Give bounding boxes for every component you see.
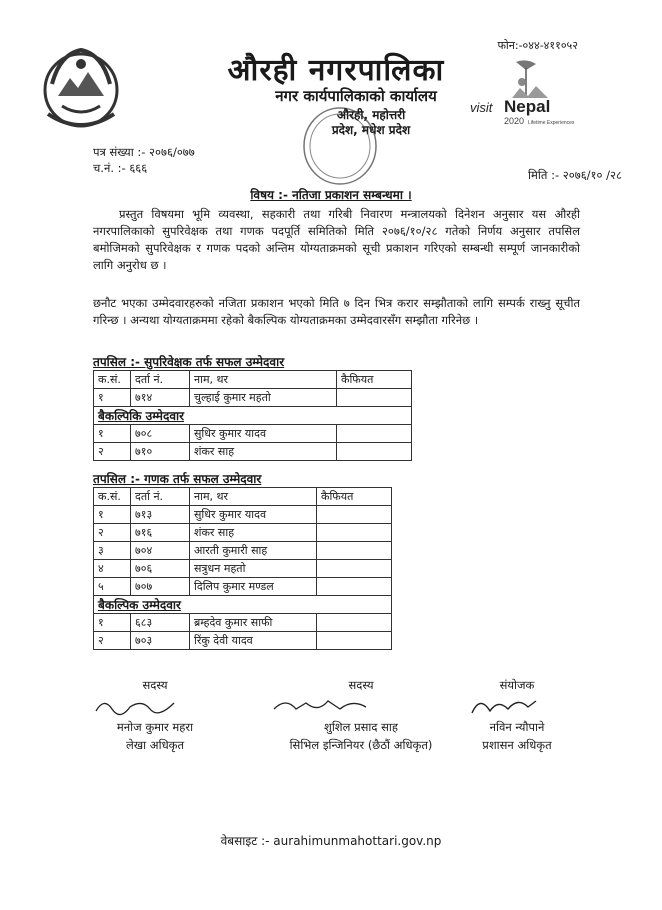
signatory-role: संयोजक <box>499 678 535 692</box>
supervisor-table <box>93 370 412 461</box>
website-footer <box>0 832 662 849</box>
supervisor-section-heading: तपसिल :- सुपरिवेक्षक तर्फ सफल उम्मेदवार <box>93 355 285 369</box>
table-cell <box>317 632 392 650</box>
table-cell <box>317 560 392 578</box>
table-cell: दिलिप कुमार मण्डल <box>190 578 317 596</box>
table-cell: १ <box>94 389 131 407</box>
visit-nepal-2020-logo <box>464 58 574 130</box>
table-row <box>94 524 392 542</box>
table-row <box>94 389 412 407</box>
dispatch-number: च.नं. :- ६६६ <box>93 161 148 175</box>
column-header: दर्ता नं. <box>131 371 190 389</box>
table-cell <box>317 506 392 524</box>
signatory-name: मनोज कुमार महरा <box>116 720 194 734</box>
enumerator-table <box>93 487 392 650</box>
subject-text: नतिजा प्रकाशन सम्बन्धमा । <box>292 188 412 202</box>
table-row <box>94 443 412 461</box>
table-cell: सुधिर कुमार यादव <box>190 425 337 443</box>
table-cell: ७०७ <box>131 578 190 596</box>
table-cell: २ <box>94 524 131 542</box>
table-cell: सुधिर कुमार यादव <box>190 506 317 524</box>
table-cell: चुल्हाई कुमार महतो <box>190 389 337 407</box>
table-cell: शंकर साह <box>190 524 317 542</box>
table-cell: ३ <box>94 542 131 560</box>
table-cell: ७०६ <box>131 560 190 578</box>
table-header-row <box>94 488 392 506</box>
signatory-designation: सिभिल इन्जिनियर (छैठौं अधिकृत) <box>289 738 433 752</box>
alternate-candidates-heading: बैकल्पिकि उम्मेदवार <box>94 407 412 425</box>
reference-block <box>93 144 195 176</box>
table-cell: ५ <box>94 578 131 596</box>
subject-prefix: विषय :- <box>250 188 293 202</box>
column-header: दर्ता नं. <box>131 488 190 506</box>
municipality-title: औरही नगरपालिका <box>227 53 445 88</box>
signatory-designation: प्रशासन अधिकृत <box>482 738 552 752</box>
body-paragraph-1: प्रस्तुत विषयमा भूमि व्यवस्था, सहकारी तथा गरिबी निवारण मन्त्रालयको दिनेशन अनुसार यस औरही नगरपालिकाको सुपरिवेक्षक तथा गणक पदपूर्ति समितिको मिति २०७६/१०/२८ गतेको निर्णय अनुसार तपसिल बमोजिमको सुपरिवेक्षक र गणक पदको अन्तिम योग्यताक्रमको सूची प्रकाशन गरिएको सम्बन्धी सम्पूर्ण जानकारीको लागि अनुरोध छ । <box>93 207 580 272</box>
table-row <box>94 614 392 632</box>
table-cell: ७०३ <box>131 632 190 650</box>
letter-number: पत्र संख्या :- २०७६/०७७ <box>93 145 195 159</box>
office-stamp <box>300 104 380 188</box>
signatory-name: शुशिल प्रसाद साह <box>324 720 398 734</box>
table-cell <box>337 443 412 461</box>
subject-line <box>0 186 662 203</box>
table-cell: ब्रम्हदेव कुमार साफी <box>190 614 317 632</box>
table-cell <box>317 578 392 596</box>
handwritten-signature <box>90 694 180 718</box>
tagline-text: Lifetime Experiences <box>528 120 574 126</box>
table-row <box>94 578 392 596</box>
column-header: कैफियत <box>337 371 412 389</box>
table-row <box>94 425 412 443</box>
website-label: वेबसाइट :- <box>220 834 274 848</box>
address-line-2: प्रदेश, मधेश प्रदेश <box>331 123 411 137</box>
column-header: नाम, थर <box>190 371 337 389</box>
table-cell: १ <box>94 614 131 632</box>
signatory-name: नविन न्यौपाने <box>489 720 545 734</box>
table-row <box>94 632 392 650</box>
nepal-text: Nepal <box>504 97 551 116</box>
handwritten-signature <box>462 694 542 718</box>
table-cell: ७१६ <box>131 524 190 542</box>
website-link[interactable]: aurahimunmahottari.gov.np <box>273 834 442 848</box>
table-cell: सत्रुधन महतो <box>190 560 317 578</box>
office-name: नगर कार्यपालिकाको कार्यालय <box>275 87 437 105</box>
alternate-candidates-heading: बैकल्पिक उम्मेदवार <box>94 596 392 614</box>
table-cell: १ <box>94 425 131 443</box>
table-cell <box>337 425 412 443</box>
signatory-designation: लेखा अधिकृत <box>125 738 185 752</box>
table-row <box>94 506 392 524</box>
column-header: क.सं. <box>94 488 131 506</box>
handwritten-signature <box>266 694 376 718</box>
table-cell: ६८३ <box>131 614 190 632</box>
table-row <box>94 560 392 578</box>
column-header: नाम, थर <box>190 488 317 506</box>
table-cell <box>317 524 392 542</box>
signatory-role: सदस्य <box>142 678 168 692</box>
table-cell <box>337 389 412 407</box>
year-text: 2020 <box>504 116 525 126</box>
address-line-1: औरही, महोत्तरी <box>336 108 406 122</box>
table-cell: ४ <box>94 560 131 578</box>
signature-block-3 <box>462 676 572 754</box>
table-cell: रिंकु देवी यादव <box>190 632 317 650</box>
body-paragraph-2: छनौट भएका उम्मेदवारहरुको नजिता प्रकाशन भएको मिति ७ दिन भित्र करार सम्झौताको लागि सम्पर्क राख्नु सूचीत गरिन्छ । अन्यथा योग्यताक्रममा रहेको बैकल्पिक योग्यताक्रमका उम्मेदवारसँग सम्झौता गरिनेछ । <box>93 296 580 327</box>
table-cell: ७१४ <box>131 389 190 407</box>
enumerator-section-heading: तपसिल :- गणक तर्फ सफल उम्मेदवार <box>93 472 262 486</box>
signatory-role: सदस्य <box>348 678 374 692</box>
signature-block-2 <box>266 676 456 754</box>
table-header-row <box>94 371 412 389</box>
column-header: कैफियत <box>317 488 392 506</box>
table-cell: २ <box>94 632 131 650</box>
visit-text: visit <box>470 100 493 115</box>
alternate-heading-row <box>94 407 412 425</box>
table-cell: शंकर साह <box>190 443 337 461</box>
table-cell: ७०४ <box>131 542 190 560</box>
table-cell <box>317 614 392 632</box>
table-cell: आरती कुमारी साह <box>190 542 317 560</box>
table-cell: ७१३ <box>131 506 190 524</box>
letter-date: मिति :- २०७६/१० /२८ <box>528 168 622 182</box>
table-cell: २ <box>94 443 131 461</box>
alternate-heading-row <box>94 596 392 614</box>
table-cell: ७०८ <box>131 425 190 443</box>
table-cell <box>317 542 392 560</box>
table-cell: १ <box>94 506 131 524</box>
column-header: क.सं. <box>94 371 131 389</box>
phone-number: फोन:-०४४-४११०५२ <box>497 39 578 52</box>
signature-block-1 <box>90 676 220 754</box>
table-cell: ७१० <box>131 443 190 461</box>
table-row <box>94 542 392 560</box>
